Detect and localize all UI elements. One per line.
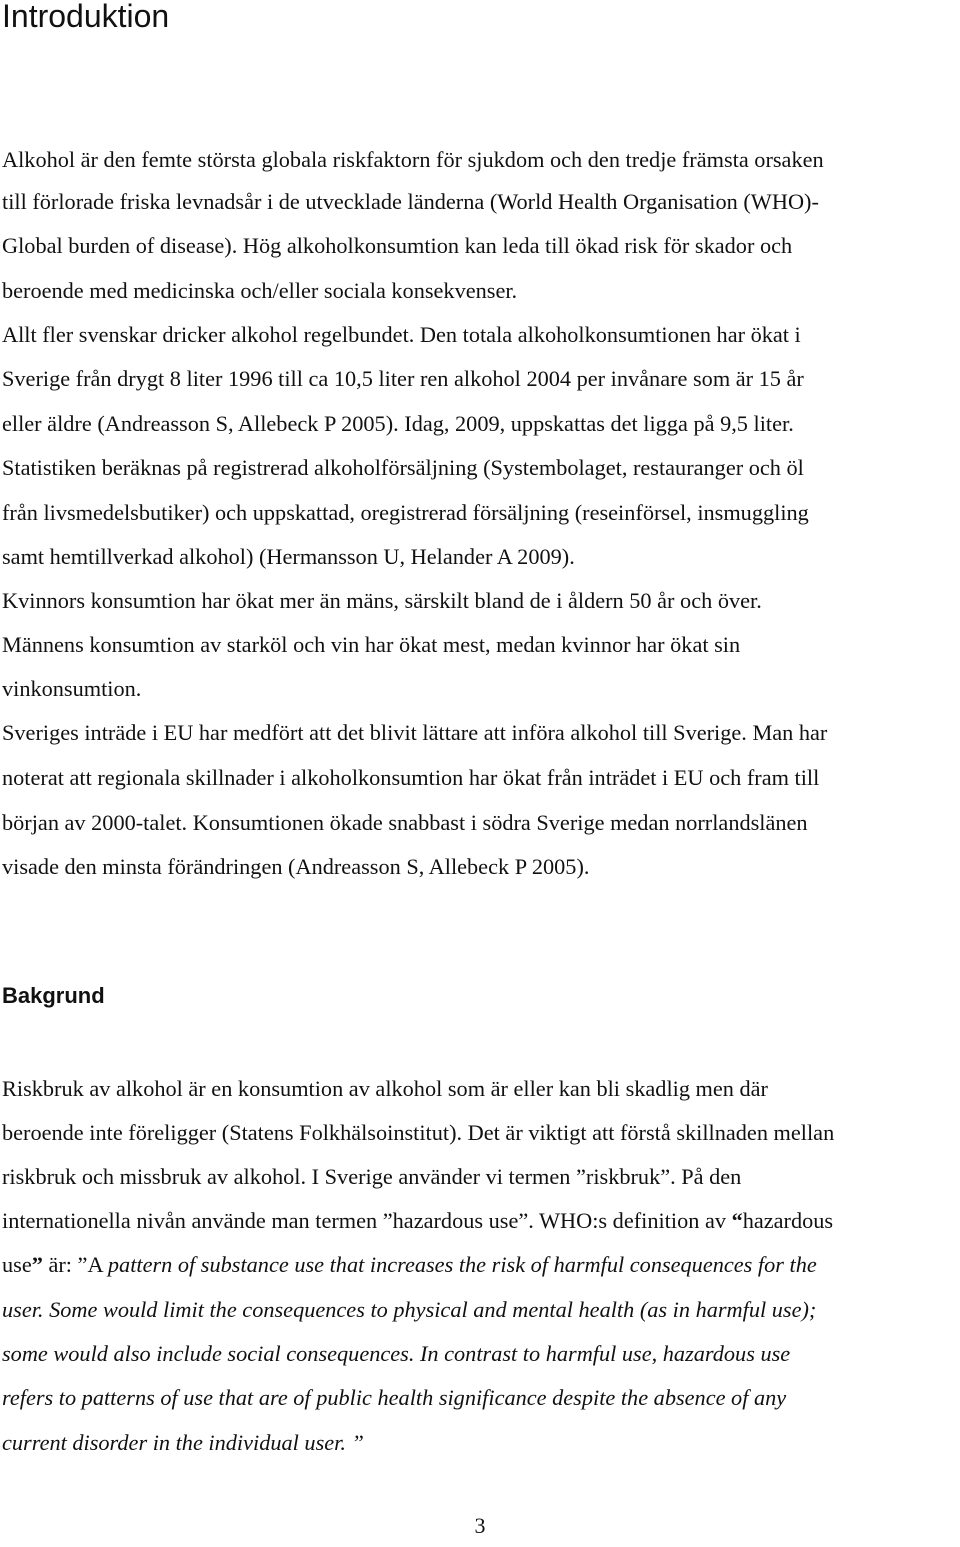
text-line: Alkohol är den femte största globala riskfaktorn för sjukdom och den tredje främsta orsaken — [2, 147, 824, 172]
text-line: samt hemtillverkad alkohol) (Hermansson U, Helander A 2009). — [2, 544, 575, 569]
text-line: visade den minsta förändringen (Andreasson S, Allebeck P 2005). — [2, 854, 590, 879]
text-line: Männens konsumtion av starköl och vin har ökat mest, medan kvinnor har ökat sin — [2, 632, 741, 657]
italic-segment: pattern of substance use that increases the risk of harmful consequences for the — [107, 1252, 817, 1277]
text-line: Sveriges inträde i EU har medfört att det blivit lättare att införa alkohol till Sverige. Man har — [2, 720, 828, 745]
italic-segment: current disorder in the individual user. — [2, 1430, 346, 1455]
text-line — [2, 1383, 786, 1413]
text-line: Kvinnors konsumtion har ökat mer än mäns, särskilt bland de i åldern 50 år och över. — [2, 588, 762, 613]
italic-segment: user. Some would limit the consequences to physical and mental health (as in harmful use); — [2, 1297, 817, 1322]
text-line: början av 2000-talet. Konsumtionen ökade snabbast i södra Sverige medan norrlandslänen — [2, 810, 808, 835]
text-line: beroende inte föreligger (Statens Folkhälsoinstitut). Det är viktigt att förstå skillnaden mellan — [2, 1120, 835, 1145]
text-line: eller äldre (Andreasson S, Allebeck P 2005). Idag, 2009, uppskattas det ligga på 9,5 liter. — [2, 411, 794, 436]
quote-mark: ” — [31, 1252, 43, 1277]
text-line: Allt fler svenskar dricker alkohol regelbundet. Den totala alkoholkonsumtionen har ökat i — [2, 322, 801, 347]
section-title-introduktion: Introduktion — [2, 0, 170, 34]
text-line: från livsmedelsbutiker) och uppskattad, oregistrerad försäljning (reseinförsel, insmuggling — [2, 500, 809, 525]
text-line: Sverige från drygt 8 liter 1996 till ca 10,5 liter ren alkohol 2004 per invånare som är 15 år — [2, 366, 804, 391]
text-line — [2, 1339, 790, 1369]
section-title-bakgrund: Bakgrund — [2, 983, 105, 1008]
italic-segment: refers to patterns of use that are of public health significance despite the absence of any — [2, 1385, 787, 1410]
text-line — [2, 1206, 833, 1236]
text-line: riskbruk och missbruk av alkohol. I Sverige använder vi termen ”riskbruk”. På den — [2, 1164, 742, 1189]
text-segment: hazardous — [742, 1208, 834, 1233]
text-line: till förlorade friska levnadsår i de utvecklade länderna (World Health Organisation (WHO)- — [2, 189, 819, 214]
quote-mark: “ — [731, 1208, 743, 1233]
text-line — [2, 1295, 816, 1325]
text-line — [2, 1250, 817, 1280]
text-line: Global burden of disease). Hög alkoholkonsumtion kan leda till ökad risk för skador och — [2, 233, 793, 258]
page-number: 3 — [474, 1513, 486, 1538]
text-line: vinkonsumtion. — [2, 676, 142, 701]
text-segment: use — [2, 1252, 32, 1277]
text-line: Statistiken beräknas på registrerad alkoholförsäljning (Systembolaget, restauranger och öl — [2, 455, 804, 480]
text-line — [2, 1428, 364, 1458]
text-segment: är: ”A — [42, 1252, 108, 1277]
text-line: noterat att regionala skillnader i alkoholkonsumtion har ökat från inträdet i EU och fram till — [2, 765, 820, 790]
quote-mark: ” — [351, 1430, 364, 1455]
text-line: Riskbruk av alkohol är en konsumtion av alkohol som är eller kan bli skadlig men där — [2, 1076, 768, 1101]
text-segment: internationella nivån använde man termen ”hazardous use”. WHO:s definition av — [2, 1208, 732, 1233]
text-line: beroende med medicinska och/eller sociala konsekvenser. — [2, 278, 518, 303]
italic-segment: some would also include social consequences. In contrast to harmful use, hazardous use — [2, 1341, 791, 1366]
